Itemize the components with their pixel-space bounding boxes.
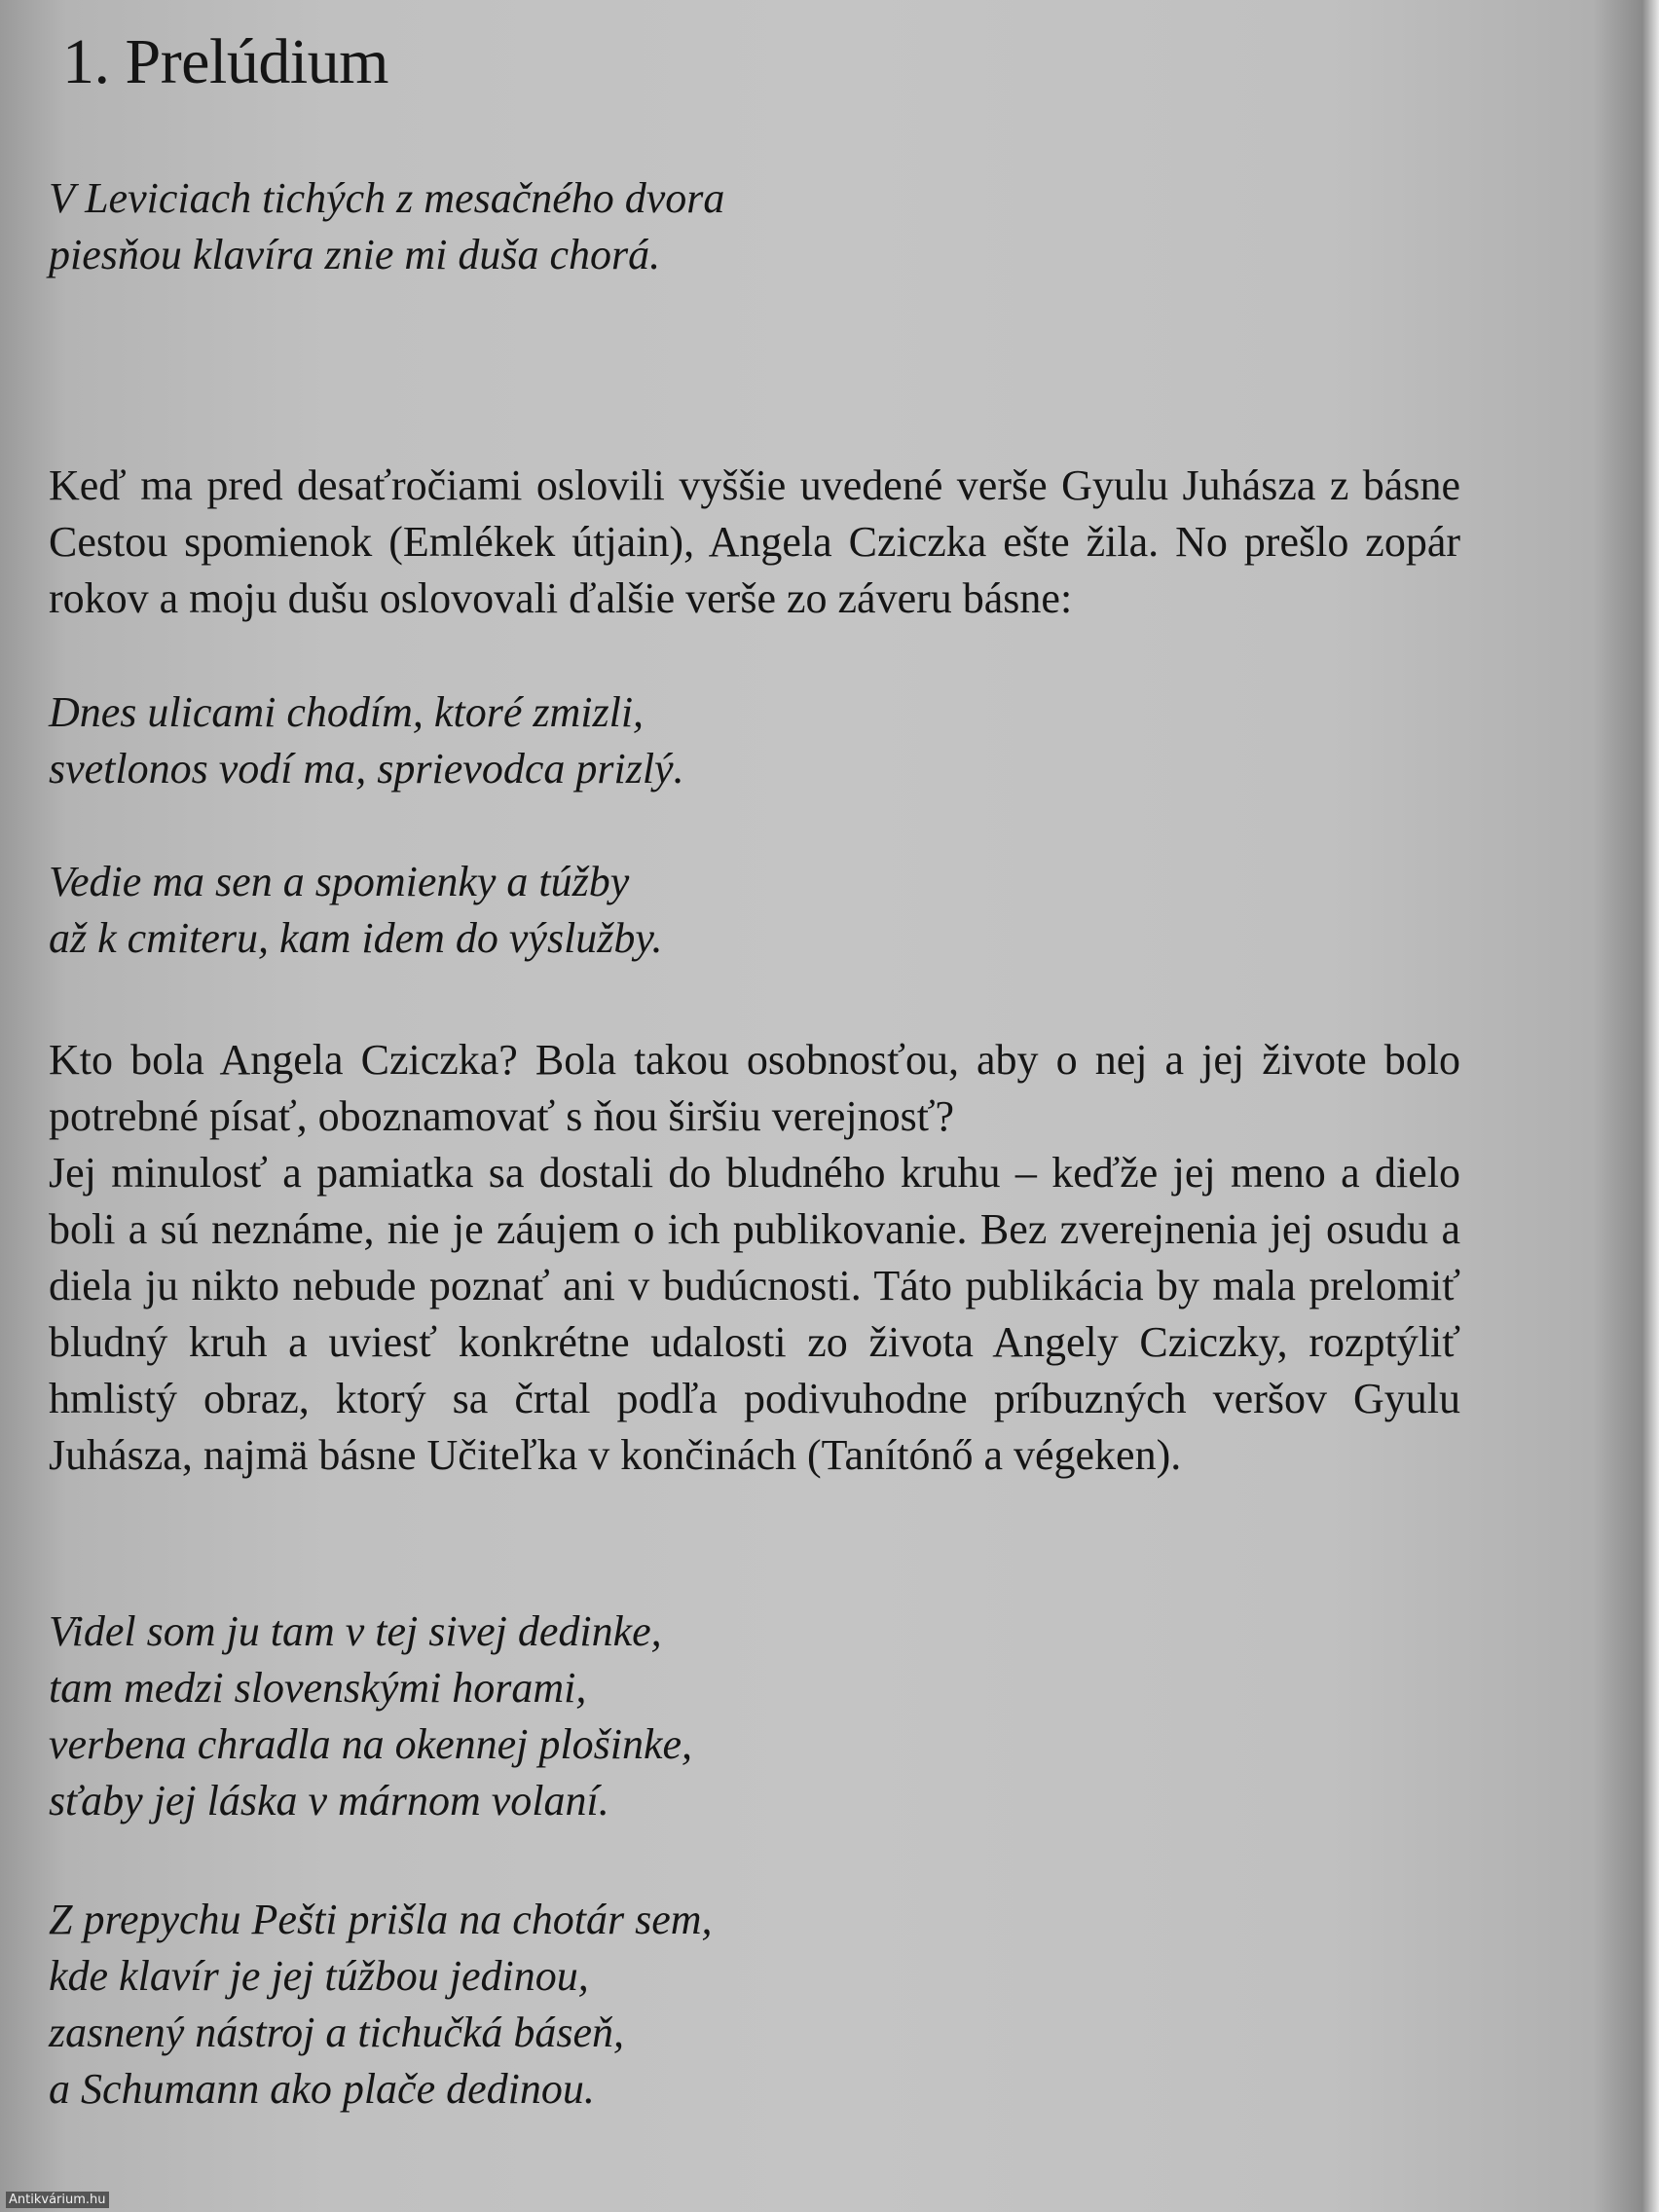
verse-line: Z prepychu Pešti prišla na chotár sem, (49, 1896, 713, 1943)
paragraph-intro: Keď ma pred desaťročiami oslovili vyššie uvedené verše Gyulu Juhásza z básne Cestou spomienok (Emlékek útjain), Angela Cziczka ešte žila. No prešlo zopár rokov a moju dušu oslovovali ďalšie verše zo záveru básne: (49, 461, 1460, 622)
verse-line: zasnený nástroj a tichučká báseň, (49, 2009, 625, 2056)
epigraph-verse (49, 170, 724, 283)
verse-line: tam medzi slovenskými horami, (49, 1664, 587, 1712)
chapter-heading: 1. Prelúdium (62, 26, 388, 97)
verse-line: až k cmiteru, kam idem do výslužby. (49, 914, 663, 962)
verse-line: Vedie ma sen a spomienky a túžby (49, 858, 630, 905)
verse-line: verbena chradla na okennej plošinke, (49, 1720, 693, 1768)
verse-stanza-3 (49, 1604, 692, 1829)
verse-line: svetlonos vodí ma, sprievodca prizlý. (49, 745, 684, 793)
paragraph-body: Jej minulosť a pamiatka sa dostali do bludného kruhu – keďže jej meno a dielo boli a sú neznáme, nie je záujem o ich publikovanie. Bez zverejnenia jej osudu a diela ju nikto nebude poznať ani v budúcnosti. Táto publikácia by mala prelomiť bludný kruh a uviesť konkrétne udalosti zo života Angely Cziczky, rozptýliť hmlistý obraz, ktorý sa črtal podľa podivuhodne príbuzných veršov Gyulu Juhásza, najmä básne Učiteľka v končinách (Tanítónő a végeken). (49, 1149, 1460, 1479)
verse-line: Videl som ju tam v tej sivej dedinke, (49, 1607, 662, 1655)
verse-line: kde klavír je jej túžbou jedinou, (49, 1952, 589, 2000)
verse-line: sťaby jej láska v márnom volaní. (49, 1777, 609, 1825)
verse-line: a Schumann ako plače dedinou. (49, 2065, 595, 2113)
verse-line: Dnes ulicami chodím, ktoré zmizli, (49, 688, 645, 736)
verse-line: piesňou klavíra znie mi duša chorá. (49, 231, 661, 278)
verse-stanza-1 (49, 684, 684, 797)
site-watermark: Antikvárium.hu (6, 2192, 109, 2208)
paragraph-question: Kto bola Angela Cziczka? Bola takou osobnosťou, aby o nej a jej živote bolo potrebné písať, oboznamovať s ňou širšiu verejnosť? (49, 1036, 1460, 1140)
verse-line: V Leviciach tichých z mesačného dvora (49, 174, 725, 222)
verse-stanza-4 (49, 1892, 713, 2118)
verse-stanza-2 (49, 854, 663, 967)
